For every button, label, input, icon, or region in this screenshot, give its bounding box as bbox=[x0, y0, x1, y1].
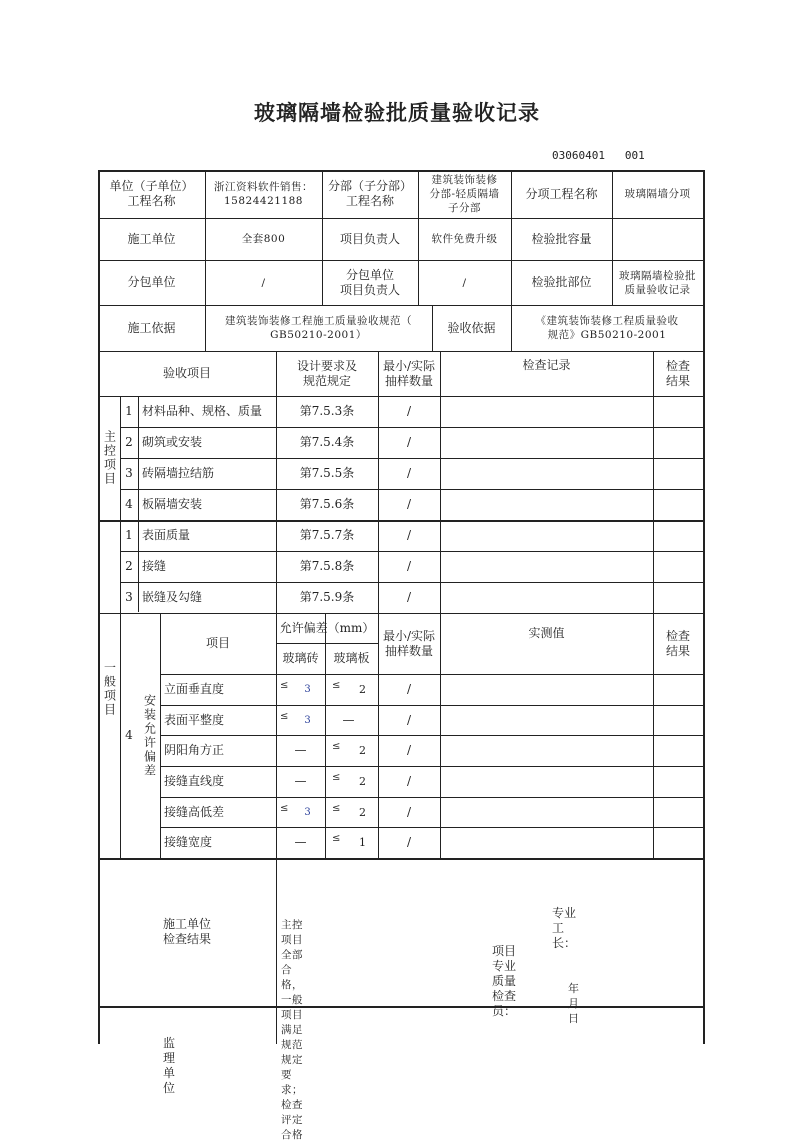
construction-basis-value: 建筑装饰装修工程施工质量验收规范（ GB50210-2001） bbox=[225, 315, 412, 341]
main-item-sample: / bbox=[406, 497, 412, 511]
main-item-result bbox=[653, 396, 703, 427]
grid-line bbox=[276, 858, 277, 1044]
general-item-sample: / bbox=[406, 528, 412, 542]
tolerance-row-name: 阴阳角方正 bbox=[164, 743, 225, 757]
main-item-number: 4 bbox=[125, 497, 133, 511]
tolerance-header-item: 项目 bbox=[205, 636, 230, 650]
main-item-spec: 第7.5.6条 bbox=[299, 497, 355, 511]
general-item-result bbox=[653, 551, 703, 582]
general-item-number: 3 bbox=[125, 590, 133, 604]
main-item-record bbox=[440, 458, 653, 489]
col-header-item: 验收项目 bbox=[162, 366, 211, 380]
col-header-design: 设计要求及 规范规定 bbox=[296, 358, 357, 388]
col-header-record: 检查记录 bbox=[522, 358, 571, 372]
tolerance-row-measured bbox=[440, 705, 653, 735]
acceptance-basis-value: 《建筑装饰装修工程质量验收 规范》GB50210-2001 bbox=[535, 315, 679, 341]
less-equal-symbol: ≤ bbox=[332, 772, 341, 783]
form-code bbox=[552, 149, 645, 162]
constructor-label: 施工单位 bbox=[127, 231, 176, 246]
general-item-spec: 第7.5.8条 bbox=[299, 559, 355, 573]
sub-pm-label: 分包单位 项目负责人 bbox=[339, 267, 400, 297]
main-item-spec: 第7.5.5条 bbox=[299, 466, 355, 480]
tolerance-row-measured bbox=[440, 674, 653, 705]
tolerance-row-board bbox=[325, 827, 378, 858]
unit-name-label: 单位（子单位） 工程名称 bbox=[109, 179, 194, 208]
main-item-spec: 第7.5.3条 bbox=[299, 404, 355, 418]
main-item-result bbox=[653, 427, 703, 458]
col-header-result: 检查 结果 bbox=[665, 358, 690, 388]
less-equal-symbol: ≤ bbox=[332, 741, 341, 752]
tolerance-row-name: 表面平整度 bbox=[164, 712, 225, 727]
tolerance-row-sample: / bbox=[406, 712, 412, 727]
tolerance-row-brick bbox=[276, 674, 325, 705]
tolerance-row-sample: / bbox=[406, 682, 412, 696]
main-item-name: 板隔墙安装 bbox=[142, 497, 203, 511]
tolerance-row-brick bbox=[276, 827, 325, 858]
tolerance-row-sample: / bbox=[406, 774, 412, 788]
tolerance-header-allow: 允许偏差（mm） bbox=[279, 620, 375, 635]
supervisor-label: 监理单位 bbox=[163, 1036, 176, 1095]
form-code-number: 03060401 bbox=[552, 149, 605, 162]
batch-capacity-value bbox=[612, 218, 703, 260]
general-item-name: 接缝 bbox=[142, 559, 167, 573]
tolerance-board-value: 2 bbox=[359, 744, 366, 757]
tolerance-row-sample: / bbox=[406, 743, 412, 757]
general-item-spec: 第7.5.7条 bbox=[299, 528, 355, 542]
general-item-name: 嵌缝及勾缝 bbox=[142, 590, 203, 604]
less-equal-symbol: ≤ bbox=[280, 680, 289, 691]
tolerance-row-board bbox=[325, 705, 378, 735]
main-item-name: 砖隔墙拉结筋 bbox=[142, 466, 215, 480]
main-item-spec: 第7.5.4条 bbox=[299, 435, 355, 449]
main-item-sample: / bbox=[406, 435, 412, 449]
col-header-sample: 最小/实际 抽样数量 bbox=[382, 358, 436, 388]
tolerance-row-name: 立面垂直度 bbox=[164, 682, 225, 696]
tolerance-brick-value: 3 bbox=[304, 806, 311, 818]
main-item-sample: / bbox=[406, 466, 412, 480]
tolerance-row-name: 接缝高低差 bbox=[164, 804, 225, 819]
general-item-record bbox=[440, 551, 653, 582]
tolerance-brick-value: 3 bbox=[304, 684, 311, 695]
unit-name-value: 浙江资料软件销售： 15824421188 bbox=[214, 181, 313, 207]
general-item-number: 2 bbox=[125, 559, 133, 573]
tolerance-brick-value: — bbox=[294, 835, 307, 849]
main-item-result bbox=[653, 489, 703, 520]
acceptance-basis-label: 验收依据 bbox=[447, 320, 496, 335]
subcontractor-value: / bbox=[261, 276, 266, 289]
sub-item-label: 分项工程名称 bbox=[525, 186, 598, 201]
tolerance-row-sample: / bbox=[406, 835, 412, 849]
tolerance-header-brick: 玻璃砖 bbox=[282, 651, 319, 665]
tolerance-brick-value: 3 bbox=[304, 714, 311, 726]
tolerance-row-board bbox=[325, 674, 378, 705]
general-item-result bbox=[653, 582, 703, 613]
main-item-name: 砌筑或安装 bbox=[142, 435, 203, 449]
project-manager-value: 软件免费升级 bbox=[431, 233, 498, 245]
table-right-border bbox=[703, 170, 705, 1044]
general-item-name: 表面质量 bbox=[142, 528, 191, 542]
quality-inspector-label: 项目专业质量检查员： bbox=[492, 944, 517, 1018]
tolerance-group-label: 安装允许偏差 bbox=[142, 693, 157, 778]
general-item-number: 1 bbox=[125, 528, 133, 542]
general-item-record bbox=[440, 520, 653, 551]
tolerance-row-result bbox=[653, 797, 703, 827]
main-control-label: 主控项目 bbox=[102, 430, 117, 486]
tolerance-row-name: 接缝直线度 bbox=[164, 774, 225, 788]
general-item-result bbox=[653, 520, 703, 551]
tolerance-row-result bbox=[653, 705, 703, 735]
tolerance-header-board: 玻璃板 bbox=[333, 651, 370, 665]
batch-capacity-label: 检验批容量 bbox=[531, 231, 592, 246]
main-item-number: 3 bbox=[125, 466, 133, 480]
grid-line bbox=[98, 1006, 704, 1008]
project-manager-label: 项目负责人 bbox=[339, 231, 400, 246]
tolerance-header-result: 检查 结果 bbox=[665, 628, 690, 658]
foreman-signature-label: 专业工长： bbox=[552, 906, 577, 950]
main-item-sample: / bbox=[406, 404, 412, 418]
less-equal-symbol: ≤ bbox=[332, 803, 341, 814]
main-item-record bbox=[440, 427, 653, 458]
form-code-suffix: 001 bbox=[624, 149, 645, 162]
tolerance-brick-value: — bbox=[294, 774, 307, 788]
division-name-value: 建筑装饰装修 分部-轻质隔墙 子分部 bbox=[429, 174, 500, 214]
batch-location-value: 玻璃隔墙检验批 质量验收记录 bbox=[619, 269, 696, 296]
check-date: 年 月 日 bbox=[568, 982, 590, 1025]
tolerance-board-value: 2 bbox=[359, 805, 366, 819]
general-items-label: 一般项目 bbox=[102, 661, 117, 717]
tolerance-board-value: 2 bbox=[359, 683, 366, 696]
less-equal-symbol: ≤ bbox=[332, 833, 341, 844]
tolerance-board-value: — bbox=[342, 712, 355, 727]
tolerance-row-result bbox=[653, 827, 703, 858]
main-item-name: 材料品种、规格、质量 bbox=[142, 404, 263, 418]
tolerance-board-value: 1 bbox=[359, 836, 366, 849]
tolerance-row-brick bbox=[276, 735, 325, 766]
less-equal-symbol: ≤ bbox=[280, 803, 289, 814]
main-item-result bbox=[653, 458, 703, 489]
tolerance-board-value: 2 bbox=[359, 775, 366, 788]
tolerance-row-sample: / bbox=[406, 804, 412, 819]
tolerance-row-brick bbox=[276, 705, 325, 735]
tolerance-row-measured bbox=[440, 827, 653, 858]
general-item-sample: / bbox=[406, 559, 412, 573]
less-equal-symbol: ≤ bbox=[332, 680, 341, 691]
document-title: 玻璃隔墙检验批质量验收记录 bbox=[254, 100, 540, 125]
tolerance-row-result bbox=[653, 674, 703, 705]
tolerance-brick-value: — bbox=[294, 743, 307, 757]
tolerance-row-name: 接缝宽度 bbox=[164, 835, 213, 849]
tolerance-row-brick bbox=[276, 797, 325, 827]
tolerance-header-measured: 实测值 bbox=[528, 626, 565, 640]
general-item-sample: / bbox=[406, 590, 412, 604]
tolerance-row-board bbox=[325, 797, 378, 827]
main-item-number: 2 bbox=[125, 435, 133, 449]
main-item-record bbox=[440, 396, 653, 427]
general-item-record bbox=[440, 582, 653, 613]
tolerance-header-sample: 最小/实际 抽样数量 bbox=[382, 628, 436, 658]
batch-location-label: 检验批部位 bbox=[531, 275, 592, 289]
division-name-label: 分部（子分部） 工程名称 bbox=[327, 179, 412, 208]
construction-basis-label: 施工依据 bbox=[127, 320, 176, 335]
general-item-spec: 第7.5.9条 bbox=[299, 590, 355, 604]
main-item-record bbox=[440, 489, 653, 520]
constructor-value: 全套800 bbox=[241, 233, 286, 245]
tolerance-row-measured bbox=[440, 766, 653, 797]
tolerance-row-measured bbox=[440, 735, 653, 766]
tolerance-row-measured bbox=[440, 797, 653, 827]
tolerance-row-board bbox=[325, 735, 378, 766]
main-item-number: 1 bbox=[125, 404, 133, 418]
less-equal-symbol: ≤ bbox=[280, 711, 289, 722]
sub-pm-value: / bbox=[462, 276, 467, 289]
tolerance-row-result bbox=[653, 735, 703, 766]
check-conclusion: 主控项目全部合格，一般项目满足 规范规定要求；检查评定合格 bbox=[281, 919, 303, 1141]
tolerance-row-result bbox=[653, 766, 703, 797]
constructor-check-label: 施工单位 检查结果 bbox=[162, 917, 211, 946]
sub-item-value: 玻璃隔墙分项 bbox=[624, 188, 691, 200]
tolerance-row-brick bbox=[276, 766, 325, 797]
subcontractor-label: 分包单位 bbox=[127, 275, 176, 289]
tolerance-row-board bbox=[325, 766, 378, 797]
tolerance-item-number: 4 bbox=[125, 728, 133, 742]
